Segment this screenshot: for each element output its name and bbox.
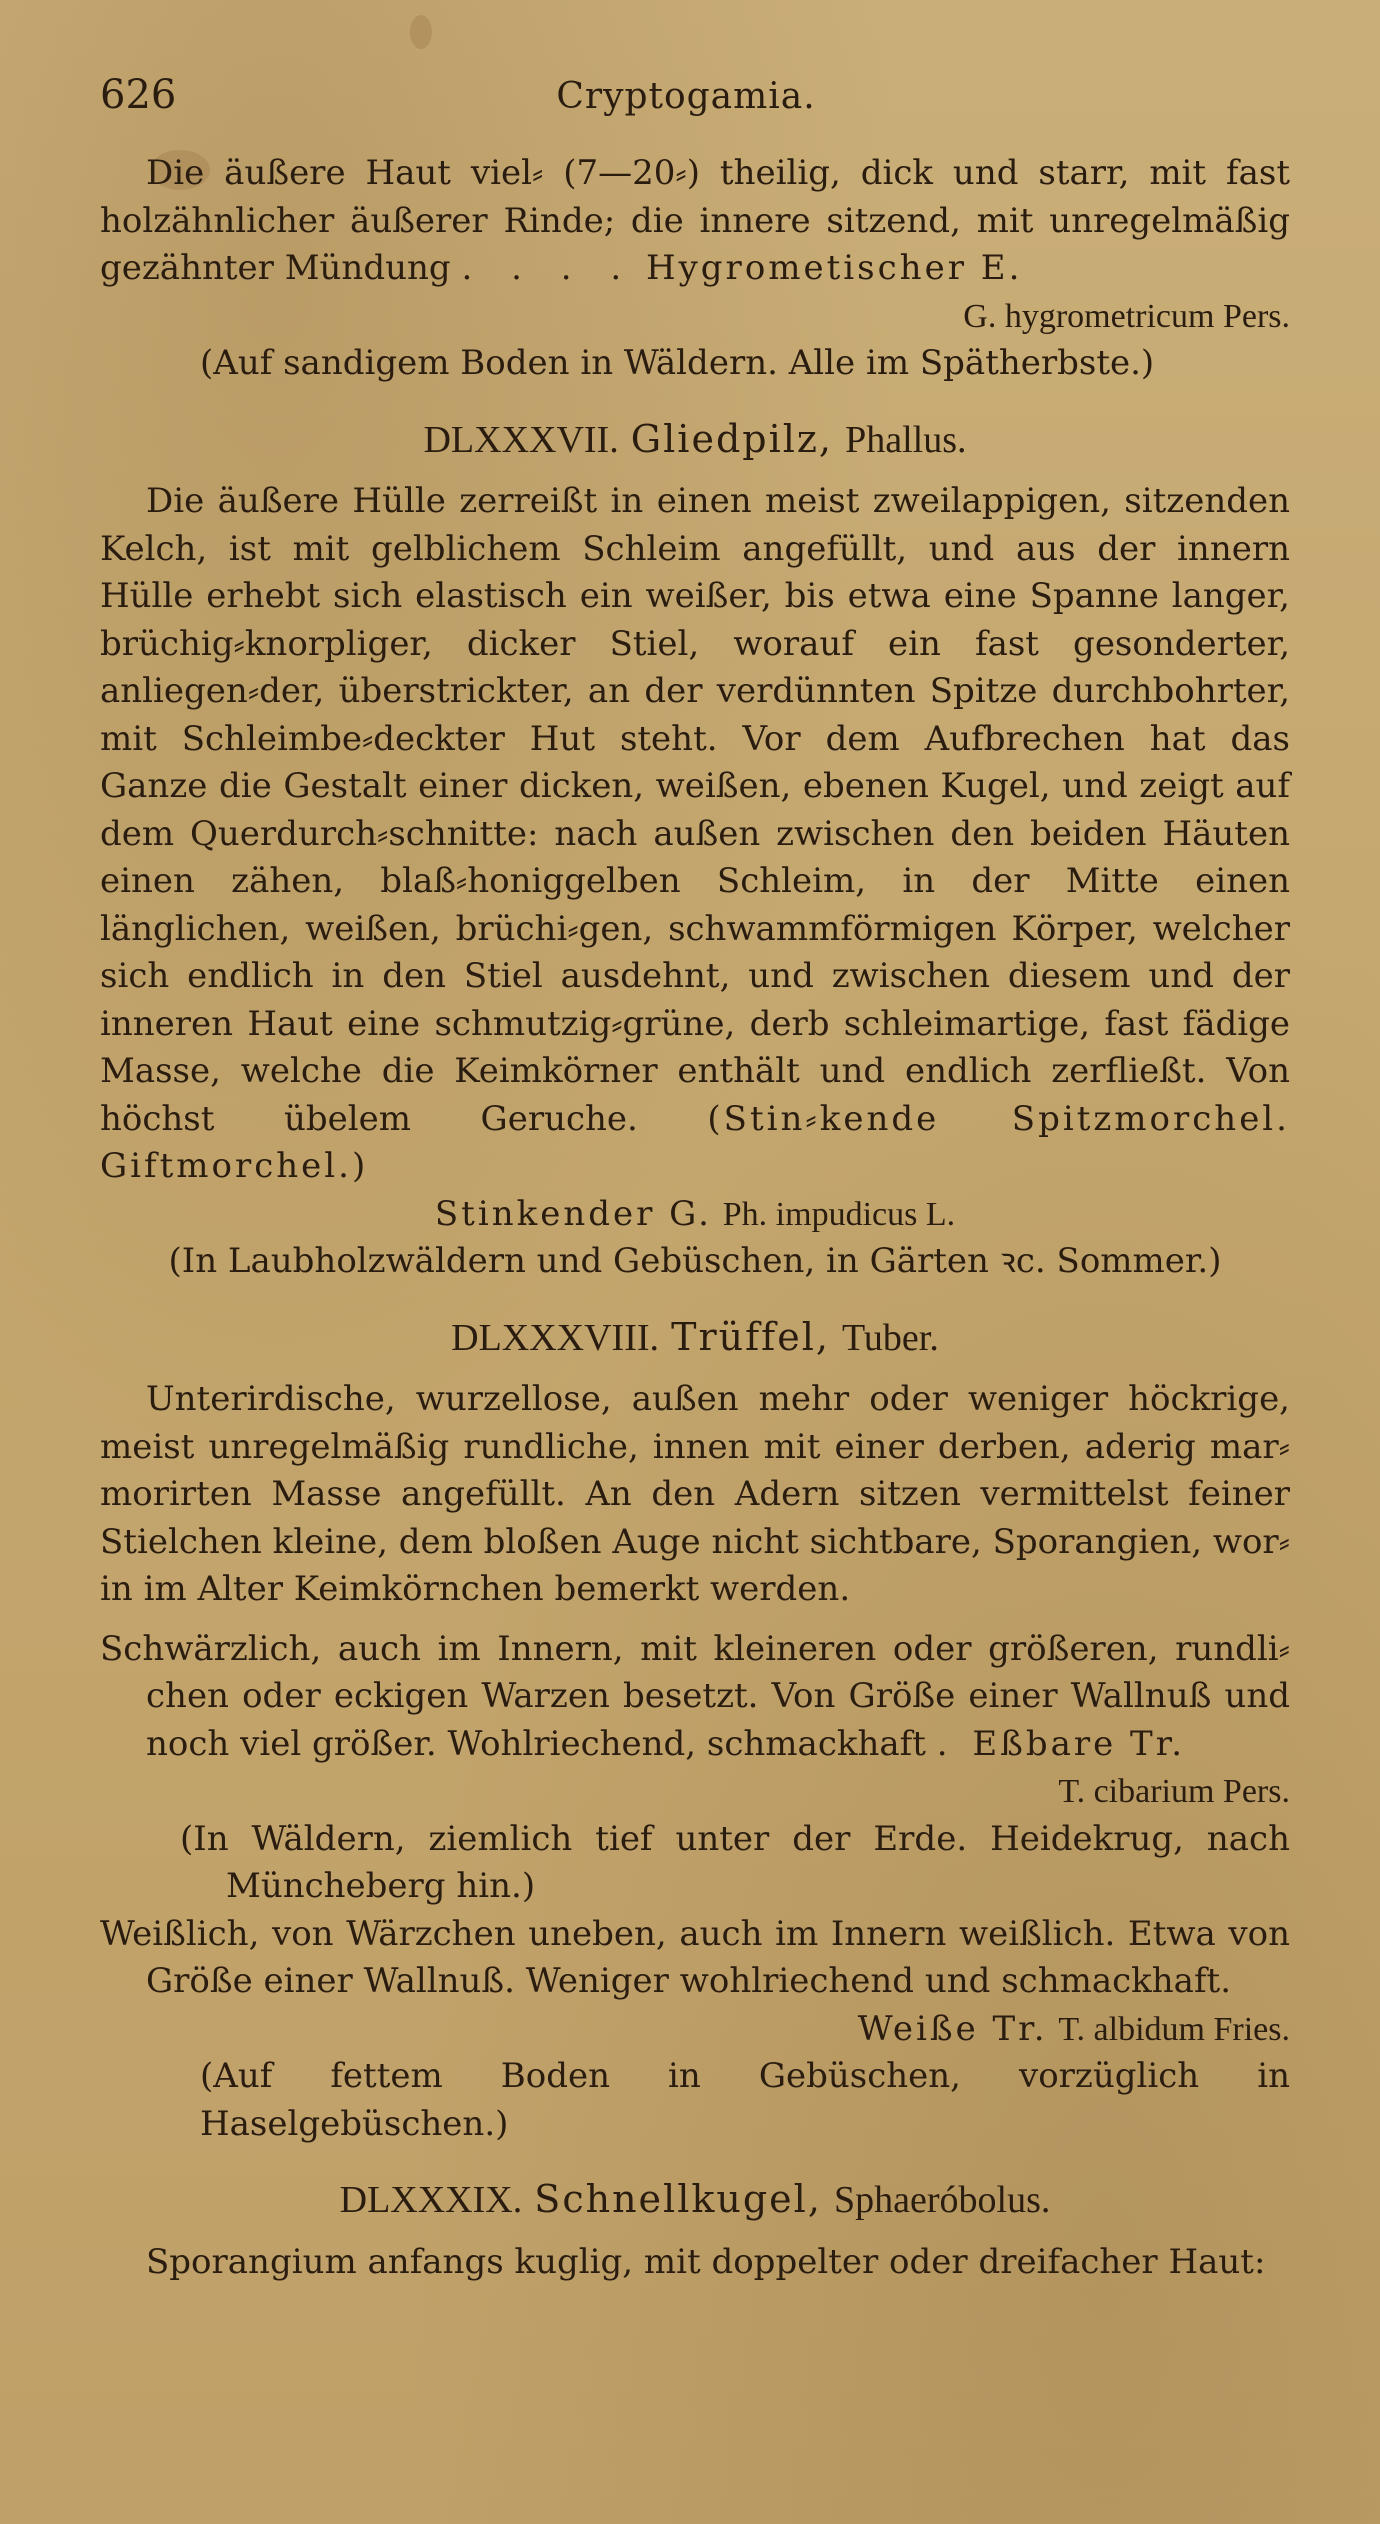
species-line xyxy=(100,2006,1290,2054)
genus-numeral: DLXXXVII. xyxy=(423,418,619,461)
species-latin-name: T. cibarium Pers. xyxy=(1058,1773,1290,1810)
species-common-name: Hygrometischer E. xyxy=(645,248,1023,288)
genus-latin: Phallus. xyxy=(845,418,967,461)
habitat-note: (Auf fettem Boden in Gebüschen, vorzüglich in Haselgebüschen.) xyxy=(200,2056,1290,2144)
habitat-note: (In Wäldern, ziemlich tief unter der Erde. Heidekrug, nach Müncheberg hin.) xyxy=(180,1818,1290,1906)
genus-description: Unterirdische, wurzellose, außen mehr oder weniger höckrige, meist unregelmäßig rundliche, innen mit einer derben, aderig mar⸗morirten Masse angefüllt. An den Adern sitzen vermittelst feiner Stielchen kleine, dem bloßen Auge nicht sichtbare, Sporangien, wor⸗in im Alter Keimkörnchen bemerkt werden. xyxy=(100,1379,1290,1609)
genus-latin: Tuber. xyxy=(842,1316,939,1359)
genus-heading xyxy=(100,2176,1290,2225)
habitat-note: (Auf sandigem Boden in Wäldern. Alle im Spätherbste.) xyxy=(200,343,1155,383)
genus-latin: Sphaeróbolus. xyxy=(834,2179,1051,2221)
genus-heading xyxy=(100,1314,1290,1363)
genus-description: Sporangium anfangs kuglig, mit doppelter oder dreifacher Haut: xyxy=(146,2241,1266,2282)
species-common-name: Weiße Tr. xyxy=(857,2008,1048,2049)
genus-name: Schnellkugel, xyxy=(534,2177,822,2221)
species-line xyxy=(100,1191,1290,1239)
running-title: Cryptogamia. xyxy=(556,76,816,117)
leader-dot: . xyxy=(936,1723,962,1764)
entry-description xyxy=(100,150,1290,293)
leader-dots: . . . . xyxy=(461,248,636,288)
species-common-name: Stinkender G. xyxy=(434,1193,712,1234)
genus-name: Trüffel, xyxy=(671,1314,830,1359)
species-latin-name: G. hygrometricum Pers. xyxy=(963,297,1290,335)
page-number: 626 xyxy=(100,72,177,118)
synonyms: (Stin⸗kende Spitzmorchel. Giftmorchel.) xyxy=(100,1098,1290,1186)
habitat-note: (In Laubholzwäldern und Gebüschen, in Gärten ꝛc. Sommer.) xyxy=(168,1241,1222,1281)
species-latin-name: Ph. impudicus L. xyxy=(722,1195,956,1233)
genus-heading xyxy=(100,416,1290,465)
page-content xyxy=(100,72,1290,2286)
species-description: Weißlich, von Wärzchen uneben, auch im Innern weißlich. Etwa von Größe einer Wallnuß. Weniger wohlriechend und schmackhaft. xyxy=(100,1913,1290,2001)
entry-text: Die äußere Haut viel⸗ (7—20⸗) theilig, dick und starr, mit fast holzähnlicher äußerer Rinde; die innere sitzend, mit unregelmäßig gezähnter Mündung xyxy=(100,153,1290,288)
species-latin-name: T. albidum Fries. xyxy=(1058,2010,1290,2048)
species-common-name: Eßbare Tr. xyxy=(972,1723,1186,1764)
species-text: Schwärzlich, auch im Innern, mit kleineren oder größeren, rundli⸗chen oder eckigen Warzen besetzt. Von Größe einer Wallnuß und noch viel größer. Wohlriechend, schmackhaft xyxy=(100,1628,1290,1764)
species-description xyxy=(100,1626,1290,1769)
genus-numeral: DLXXXIX. xyxy=(339,2179,523,2221)
paper-stain xyxy=(410,15,432,49)
genus-name: Gliedpilz, xyxy=(630,416,834,461)
genus-numeral: DLXXXVIII. xyxy=(451,1316,660,1359)
page-header xyxy=(100,72,1290,132)
genus-description xyxy=(100,478,1290,1191)
description-text: Die äußere Hülle zerreißt in einen meist zweilappigen, sitzenden Kelch, ist mit gelblichem Schleim angefüllt, und aus der innern Hülle erhebt sich elastisch ein weißer, bis etwa eine Spanne langer, brüchig⸗knorpliger, dicker Stiel, worauf ein fast gesonderter, anliegen⸗der, überstrickter, an der verdünnten Spitze durchbohrter, mit Schleimbe⸗deckter Hut steht. Vor dem Aufbrechen hat das Ganze die Gestalt einer dicken, weißen, ebenen Kugel, und zeigt auf dem Querdurch⸗schnitte: nach außen zwischen den beiden Häuten einen zähen, blaß⸗honiggelben Schleim, in der Mitte einen länglichen, weißen, brüchi⸗gen, schwammförmigen Körper, welcher sich endlich in den Stiel ausdehnt, und zwischen diesem und der inneren Haut eine schmutzig⸗grüne, derb schleimartige, fast fädige Masse, welche die Keimkörner enthält und endlich zerfließt. Von höchst übelem Geruche. xyxy=(100,481,1290,1139)
